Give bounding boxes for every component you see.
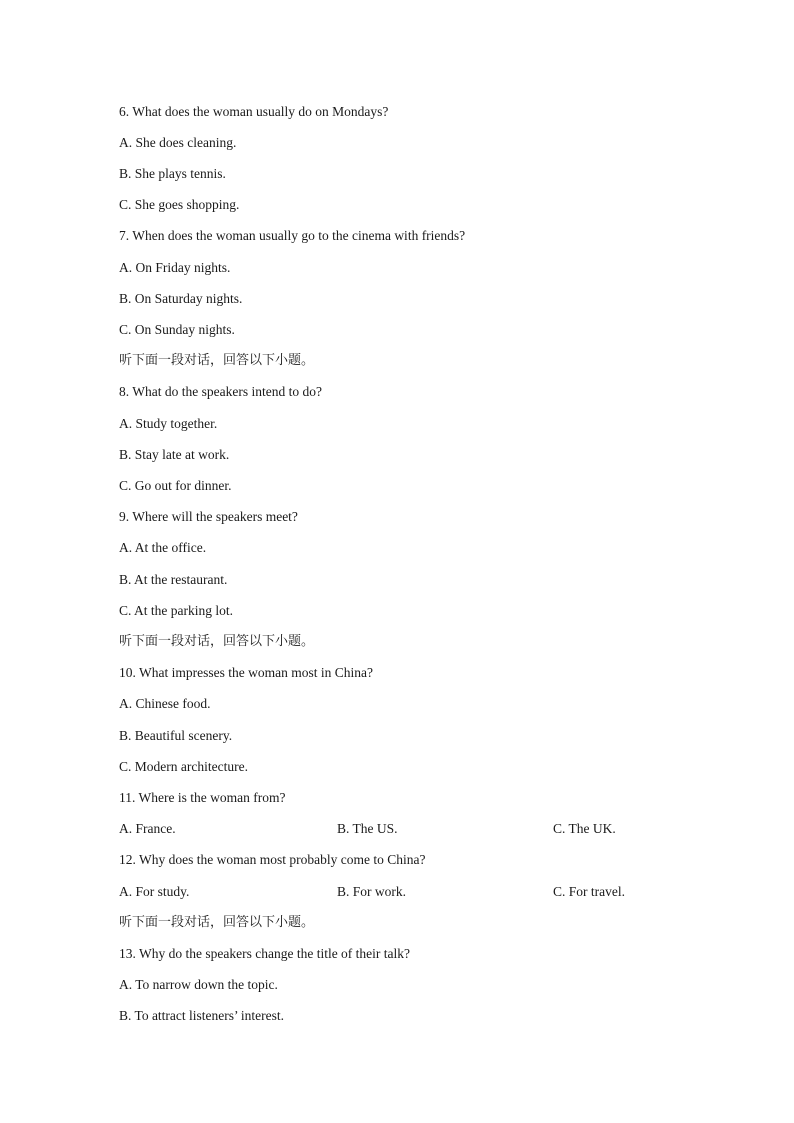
question-11-stem: 11. Where is the woman from? (119, 790, 286, 805)
question-10-option-c: C. Modern architecture. (119, 759, 248, 774)
question-7-option-a: A. On Friday nights. (119, 260, 231, 275)
section-instruction: 听下面一段对话，回答以下小题。 (119, 353, 315, 368)
question-12-option-c: C. For travel. (553, 884, 625, 899)
question-11-option-a: A. France. (119, 821, 176, 836)
question-9-stem: 9. Where will the speakers meet? (119, 509, 298, 524)
question-8-option-c: C. Go out for dinner. (119, 478, 232, 493)
question-6-option-b: B. She plays tennis. (119, 166, 226, 181)
question-6-option-c: C. She goes shopping. (119, 197, 240, 212)
question-7-option-b: B. On Saturday nights. (119, 291, 243, 306)
question-7-option-c: C. On Sunday nights. (119, 322, 235, 337)
question-11-option-b: B. The US. (337, 821, 398, 836)
question-10-option-a: A. Chinese food. (119, 696, 211, 711)
question-9-option-b: B. At the restaurant. (119, 572, 228, 587)
question-12-stem: 12. Why does the woman most probably come to China? (119, 852, 426, 867)
question-13-option-b: B. To attract listeners’ interest. (119, 1008, 285, 1023)
question-13-stem: 13. Why do the speakers change the title of their talk? (119, 946, 411, 961)
question-12-option-b: B. For work. (337, 884, 407, 899)
question-11-option-c: C. The UK. (553, 821, 616, 836)
question-9-option-a: A. At the office. (119, 540, 207, 555)
question-6-option-a: A. She does cleaning. (119, 135, 237, 150)
section-instruction: 听下面一段对话，回答以下小题。 (119, 634, 315, 649)
question-12-option-a: A. For study. (119, 884, 190, 899)
question-8-option-b: B. Stay late at work. (119, 447, 230, 462)
question-8-stem: 8. What do the speakers intend to do? (119, 384, 322, 399)
question-6-stem: 6. What does the woman usually do on Mondays? (119, 104, 389, 119)
question-7-stem: 7. When does the woman usually go to the cinema with friends? (119, 228, 466, 243)
question-10-option-b: B. Beautiful scenery. (119, 728, 233, 743)
question-9-option-c: C. At the parking lot. (119, 603, 233, 618)
question-13-option-a: A. To narrow down the topic. (119, 977, 278, 992)
question-10-stem: 10. What impresses the woman most in China? (119, 665, 373, 680)
section-instruction: 听下面一段对话，回答以下小题。 (119, 915, 315, 930)
question-8-option-a: A. Study together. (119, 416, 218, 431)
